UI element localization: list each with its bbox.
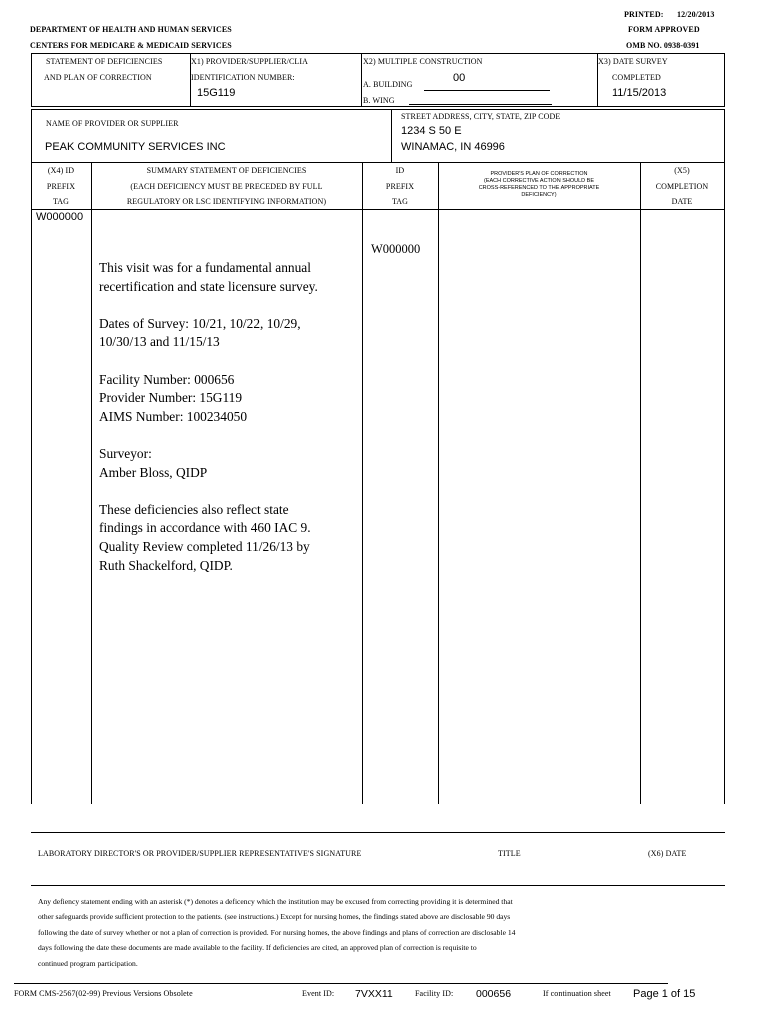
omb-number: OMB NO. 0938-0391 — [626, 41, 700, 50]
plan-header-1: PROVIDER'S PLAN OF CORRECTION — [490, 171, 588, 177]
plan-header-3: CROSS-REFERENCED TO THE APPROPRIATE — [478, 185, 600, 191]
printed-label: PRINTED: — [624, 10, 664, 19]
summary-statement — [99, 259, 359, 594]
id-header-3: TAG — [391, 197, 409, 206]
summary-paragraph: Dates of Survey: 10/21, 10/22, 10/29, 10/30/13 and 11/15/13 — [99, 315, 301, 350]
address-line-1: 1234 S 50 E — [401, 125, 462, 137]
facility-id-label: Facility ID: — [415, 989, 454, 998]
x4-header-3: TAG — [52, 197, 70, 206]
disclaimer — [38, 894, 728, 971]
summary-header-3: REGULATORY OR LSC IDENTIFYING INFORMATION) — [126, 197, 327, 206]
continuation-label: If continuation sheet — [543, 989, 611, 998]
form-approved: FORM APPROVED — [628, 25, 700, 34]
event-id-value: 7VXX11 — [355, 988, 393, 1000]
footer-rule — [14, 983, 668, 984]
x4-header-2: PREFIX — [46, 182, 76, 191]
provider-id-label-2: IDENTIFICATION NUMBER: — [191, 73, 295, 82]
building-label: A. BUILDING — [363, 80, 413, 89]
provider-id-number: 15G119 — [197, 87, 236, 99]
x5-header-2: COMPLETION — [655, 182, 709, 191]
signature-bottom-rule — [31, 885, 725, 886]
address-line-2: WINAMAC, IN 46996 — [401, 141, 505, 153]
disclaimer-line: following the date of survey whether or not a plan of correction is provided. For nursing homes, the above findings and plans of correction are disclosable 14 — [38, 927, 516, 937]
summary-paragraph: This visit was for a fundamental annual recertification and state licensure survey. — [99, 260, 318, 294]
prefix-tag: W000000 — [36, 211, 84, 223]
address-label: STREET ADDRESS, CITY, STATE, ZIP CODE — [401, 112, 561, 121]
centers-title: CENTERS FOR MEDICARE & MEDICAID SERVICES — [30, 41, 232, 50]
summary-header-1: SUMMARY STATEMENT OF DEFICIENCIES — [146, 166, 307, 175]
title-label: TITLE — [498, 849, 521, 858]
date-survey-label-2: COMPLETED — [612, 73, 661, 82]
statement-label-1: STATEMENT OF DEFICIENCIES — [46, 57, 163, 66]
plan-header-4: DEFICIENCY) — [521, 192, 557, 198]
disclaimer-line: continued program participation. — [38, 958, 138, 968]
x6-date-label: (X6) DATE — [648, 849, 687, 858]
id-header-2: PREFIX — [385, 182, 415, 191]
wing-label: B. WING — [363, 96, 395, 105]
summary-paragraph: These deficiencies also reflect state findings in accordance with 460 IAC 9. Quality Review completed 11/26/13 by Ruth Shackelford, QIDP. — [99, 501, 311, 573]
summary-paragraph: Facility Number: 000656 Provider Number: 15G119 AIMS Number: 100234050 — [99, 371, 248, 424]
id-prefix-tag: W000000 — [371, 242, 421, 256]
provider-id-label-1: X1) PROVIDER/SUPPLIER/CLIA — [191, 57, 309, 66]
plan-header — [438, 171, 640, 199]
building-value: 00 — [453, 72, 466, 84]
disclaimer-line: Any defiency statement ending with an asterisk (*) denotes a deficency which the institution may be excused from correcting providing it is determined that — [38, 897, 513, 906]
x4-header-1: (X4) ID — [47, 166, 75, 175]
department-title: DEPARTMENT OF HEALTH AND HUMAN SERVICES — [30, 25, 232, 34]
x5-header-3: DATE — [671, 197, 693, 206]
facility-id-value: 000656 — [476, 988, 512, 1000]
disclaimer-line: days following the date these documents are made available to the facility. If deficiencies are cited, an approved plan of correction is requisite to — [38, 943, 477, 953]
page-number: Page 1 of 15 — [633, 988, 696, 1000]
printed-date: 12/20/2013 — [677, 10, 715, 19]
event-id-label: Event ID: — [302, 989, 335, 998]
multiple-construction-label: X2) MULTIPLE CONSTRUCTION — [363, 57, 483, 66]
statement-label-2: AND PLAN OF CORRECTION — [44, 73, 152, 82]
provider-name-label: NAME OF PROVIDER OR SUPPLIER — [46, 119, 179, 128]
x5-header-1: (X5) — [674, 166, 690, 175]
date-completed: 11/15/2013 — [612, 87, 667, 99]
plan-header-2: (EACH CORRECTIVE ACTION SHOULD BE — [483, 178, 595, 184]
date-survey-label-1: X3) DATE SURVEY — [598, 57, 668, 66]
signature-top-rule — [31, 832, 725, 833]
disclaimer-line: other safeguards provide sufficient protection to the patients. (see instructions.) Except for nursing homes, the findings stated above are disclosable 90 days — [38, 912, 511, 922]
director-signature-label: LABORATORY DIRECTOR'S OR PROVIDER/SUPPLIER REPRESENTATIVE'S SIGNATURE — [38, 849, 362, 858]
provider-name: PEAK COMMUNITY SERVICES INC — [45, 141, 226, 153]
summary-paragraph: Surveyor: Amber Bloss, QIDP — [99, 445, 208, 480]
form-number: FORM CMS-2567(02-99) Previous Versions Obsolete — [14, 989, 193, 998]
summary-header-2: (EACH DEFICIENCY MUST BE PRECEDED BY FULL — [130, 182, 323, 191]
id-header-1: ID — [395, 166, 405, 175]
